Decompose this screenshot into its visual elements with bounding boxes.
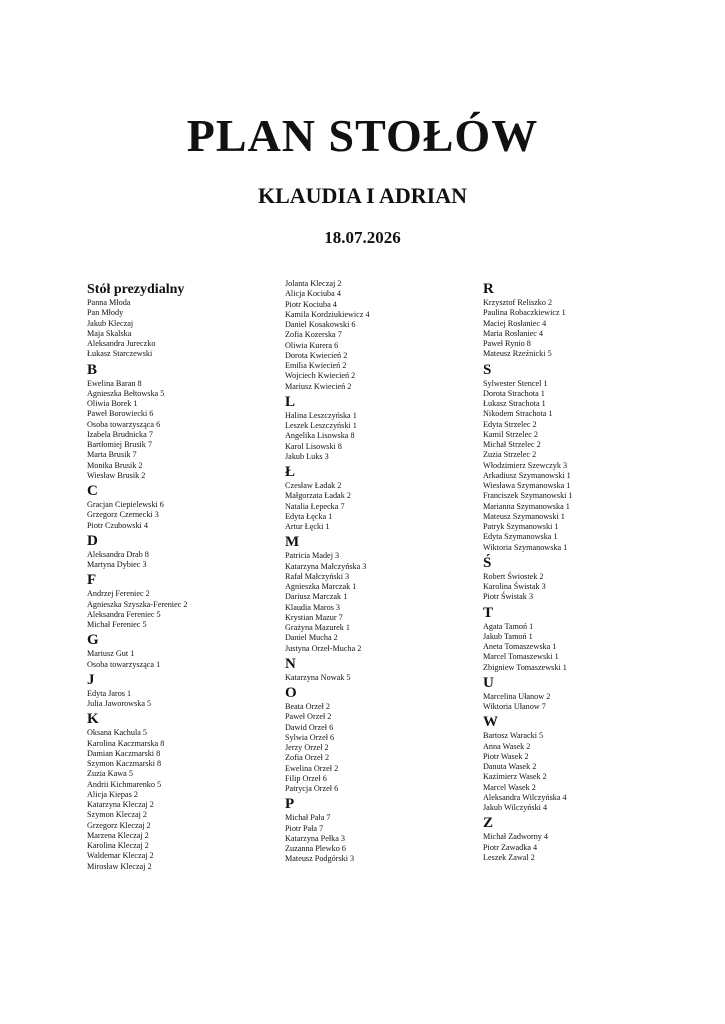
guest-name: Andrzej Fereniec 2	[87, 589, 150, 599]
guest-section	[87, 282, 292, 360]
guest-name: Gracjan Ciepielewski 6	[87, 500, 164, 509]
guest-name: Paulina Robaczkiewicz 1	[483, 308, 566, 318]
guest-name: Piotr Wasek 2	[483, 751, 529, 761]
guest-section	[285, 533, 490, 654]
guest-column-3	[483, 279, 688, 863]
guest-name: Marzena Kleczaj 2	[87, 830, 149, 840]
guest-name: Ewelina Baran 8	[87, 378, 142, 388]
section-heading: J	[87, 671, 95, 688]
guest-name: Dorota Kwiecień 2	[285, 350, 348, 360]
section-heading: T	[483, 604, 494, 621]
guest-name: Jerzy Orzeł 2	[285, 743, 329, 752]
guest-name: Zuzia Kawa 5	[87, 769, 133, 779]
guest-section	[285, 684, 490, 794]
guest-name: Maria Rosłaniec 4	[483, 328, 544, 338]
guest-name: Michał Pała 7	[285, 813, 331, 823]
guest-name: Monika Brusik 2	[87, 460, 143, 470]
guest-name: Aneta Tomaszewska 1	[483, 642, 557, 651]
guest-name: Klaudia Maros 3	[285, 602, 341, 612]
guest-name: Patryk Szymanowski 1	[483, 522, 559, 531]
page-title: PLAN STOŁÓW	[186, 110, 539, 161]
event-date: 18.07.2026	[324, 228, 401, 247]
section-heading: D	[87, 532, 98, 549]
guest-column-2	[285, 279, 490, 865]
guest-name: Wiktoria Ułanow 7	[483, 702, 546, 711]
guest-section	[87, 710, 292, 872]
guest-name: Katarzyna Pełka 3	[285, 833, 346, 843]
guest-name: Bartosz Waracki 5	[483, 731, 544, 741]
guest-name: Danuta Wasek 2	[483, 762, 537, 771]
section-heading: P	[285, 796, 295, 813]
guest-section	[87, 631, 292, 670]
guest-name: Jolanta Kleczaj 2	[285, 279, 342, 288]
guest-name: Artur Łęcki 1	[285, 522, 330, 531]
guest-name: Marianna Szymanowska 1	[483, 501, 570, 511]
guest-name: Wiesława Szymanowska 1	[483, 481, 571, 490]
guest-name: Dariusz Marczak 1	[285, 592, 348, 602]
guest-name: Leszek Leszczyński 1	[285, 421, 357, 430]
guest-name: Mariusz Gut 1	[87, 649, 135, 659]
guest-name: Jakub Wilczyński 4	[483, 803, 548, 812]
guest-name: Krystian Mazur 7	[285, 612, 343, 622]
guest-name: Grzegorz Czernecki 3	[87, 510, 159, 520]
guest-name: Agata Tamoń 1	[483, 621, 534, 631]
guest-section	[483, 674, 688, 713]
guest-name: Filip Orzeł 6	[285, 773, 327, 783]
guest-name: Osoba towarzysząca 6	[87, 419, 161, 429]
couple-names: KLAUDIA I ADRIAN	[257, 183, 468, 208]
section-heading: W	[483, 714, 498, 731]
guest-name: Osoba towarzysząca 1	[87, 659, 161, 669]
guest-name: Michał Strzelec 2	[483, 440, 541, 449]
guest-name: Patricia Madej 3	[285, 551, 340, 561]
guest-name: Piotr Czubowski 4	[87, 520, 148, 530]
guest-name: Czesław Ładak 2	[285, 481, 342, 490]
guest-name: Edyta Szymanowska 1	[483, 532, 558, 542]
guest-name: Paweł Borowiecki 6	[87, 409, 154, 419]
section-heading: K	[87, 711, 99, 728]
guest-name: Edyta Strzelec 2	[483, 419, 537, 429]
guest-name: Alicja Kociuba 4	[285, 289, 341, 299]
guest-name: Jakub Luks 3	[285, 451, 329, 461]
guest-name: Julia Jaworowska 5	[87, 699, 152, 708]
guest-name: Piotr Kociuba 4	[285, 299, 337, 309]
section-heading: U	[483, 674, 494, 691]
guest-section	[483, 554, 688, 603]
section-heading: O	[285, 685, 297, 701]
guest-section	[483, 814, 688, 863]
guest-name: Pan Młody	[87, 308, 124, 318]
guest-name: Edyta Łęcka 1	[285, 511, 333, 521]
guest-name: Ewelina Orzeł 2	[285, 763, 339, 773]
section-heading: G	[87, 632, 99, 649]
guest-name: Zofia Kozerska 7	[285, 330, 342, 340]
guest-section	[285, 463, 490, 532]
guest-name: Grażyna Mazurek 1	[285, 623, 351, 632]
guest-name: Bartłomiej Brusik 7	[87, 440, 153, 449]
guest-name: Małgorzata Ładak 2	[285, 491, 351, 501]
section-heading: B	[87, 361, 98, 378]
guest-name: Szymon Kaczmarski 8	[87, 759, 162, 768]
guest-name: Łukasz Starczewski	[87, 349, 153, 359]
guest-name: Piotr Zawadka 4	[483, 842, 538, 852]
guest-name: Aleksandra Drab 8	[87, 549, 149, 559]
guest-section	[285, 279, 490, 392]
guest-name: Piotr Świstak 3	[483, 592, 534, 602]
guest-name: Maja Skalska	[87, 328, 132, 338]
guest-name: Aleksandra Fereniec 5	[87, 609, 161, 619]
guest-name: Sylwester Stencel 1	[483, 378, 548, 388]
guest-name: Agnieszka Bełtowska 5	[87, 388, 165, 398]
guest-name: Mirosław Kleczaj 2	[87, 861, 152, 871]
guest-name: Katarzyna Małczyńska 3	[285, 561, 367, 571]
guest-name: Dawid Orzeł 6	[285, 722, 334, 732]
guest-name: Edyta Jaros 1	[87, 688, 132, 698]
guest-name: Wiesław Brusik 2	[87, 470, 146, 480]
guest-name: Angelika Lisowska 8	[285, 431, 355, 441]
guest-name: Kazimierz Wasek 2	[483, 772, 547, 782]
section-heading: M	[285, 534, 300, 551]
guest-section	[285, 393, 490, 462]
guest-name: Dorota Strachota 1	[483, 388, 545, 398]
guest-name: Szymon Kleczaj 2	[87, 810, 148, 820]
section-heading: Stół prezydialny	[87, 282, 185, 297]
section-heading: N	[285, 655, 296, 672]
guest-name: Kamil Strzelec 2	[483, 429, 539, 439]
guest-name: Oliwia Kurera 6	[285, 340, 339, 350]
guest-name: Piotr Pała 7	[285, 823, 324, 833]
guest-name: Sylwia Orzeł 6	[285, 732, 335, 742]
guest-name: Karolina Kaczmarska 8	[87, 738, 165, 748]
guest-name: Paweł Orzeł 2	[285, 712, 332, 722]
guest-name: Robert Świostek 2	[483, 571, 544, 581]
guest-name: Agnieszka Marczak 1	[285, 582, 357, 591]
section-heading: F	[87, 572, 97, 589]
guest-name: Marcel Wasek 2	[483, 782, 536, 792]
guest-name: Maciej Rosłaniec 4	[483, 318, 547, 328]
guest-section	[483, 361, 688, 553]
guest-name: Mateusz Szymanowski 1	[483, 511, 565, 521]
section-heading: C	[87, 483, 98, 499]
guest-name: Agnieszka Szyszka-Fereniec 2	[87, 599, 188, 609]
guest-name: Patrycja Orzeł 6	[285, 784, 339, 793]
guest-name: Łukasz Strachota 1	[483, 399, 546, 408]
guest-name: Karolina Świstak 3	[483, 582, 546, 591]
guest-name: Izabela Brudnicka 7	[87, 429, 153, 439]
guest-name: Natalia Łepecka 7	[285, 501, 345, 511]
guest-name: Alicja Kiepas 2	[87, 789, 138, 799]
guest-name: Wiktoria Szymanowska 1	[483, 542, 568, 552]
guest-name: Karolina Kleczaj 2	[87, 841, 149, 850]
guest-name: Rafał Małczyński 3	[285, 571, 350, 581]
guest-name: Kamila Kordziukiewicz 4	[285, 309, 370, 319]
guest-name: Panna Młoda	[87, 298, 131, 307]
guest-name: Paweł Rynio 8	[483, 339, 531, 348]
guest-section	[483, 713, 688, 813]
section-heading: Z	[483, 815, 494, 832]
guest-section	[87, 571, 292, 630]
guest-name: Daniel Mucha 2	[285, 633, 338, 643]
guest-name: Krzysztof Reliszko 2	[483, 298, 553, 307]
guest-name: Zofia Orzeł 2	[285, 753, 330, 763]
guest-name: Katarzyna Kleczaj 2	[87, 800, 154, 809]
guest-name: Waldemar Kleczaj 2	[87, 851, 154, 861]
guest-section	[87, 361, 292, 482]
guest-name: Michał Fereniec 5	[87, 620, 147, 629]
section-heading: L	[285, 393, 296, 410]
guest-section	[483, 280, 688, 360]
guest-name: Beata Orzeł 2	[285, 702, 331, 711]
guest-name: Karol Lisowski 8	[285, 441, 342, 451]
guest-name: Mateusz Podgórski 3	[285, 854, 355, 864]
guest-name: Katarzyna Nowak 5	[285, 672, 351, 682]
guest-name: Aleksandra Jureczko	[87, 339, 156, 348]
guest-name: Marcelina Ułanow 2	[483, 691, 551, 701]
guest-name: Marta Brusik 7	[87, 450, 137, 460]
section-heading: S	[483, 361, 492, 378]
guest-name: Franciszek Szymanowski 1	[483, 491, 573, 501]
guest-section	[285, 795, 490, 864]
guest-name: Włodzimierz Szewczyk 3	[483, 460, 568, 470]
guest-name: Anna Wasek 2	[483, 741, 531, 751]
guest-name: Mariusz Kwiecień 2	[285, 381, 352, 391]
guest-name: Arkadiusz Szymanowski 1	[483, 470, 571, 480]
guest-name: Andrii Kichmarenko 5	[87, 779, 162, 789]
guest-name: Michał Zadworny 4	[483, 832, 549, 842]
guest-name: Zuzia Strzelec 2	[483, 450, 537, 460]
guest-name: Mateusz Rzeźnicki 5	[483, 349, 552, 359]
guest-name: Justyna Orzeł-Mucha 2	[285, 643, 362, 653]
guest-section	[87, 671, 292, 710]
guest-name: Nikodem Strachota 1	[483, 409, 553, 419]
guest-name: Daniel Kosakowski 6	[285, 320, 356, 329]
guest-name: Aleksandra Wilczyńska 4	[483, 792, 567, 802]
guest-name: Halina Leszczyńska 1	[285, 410, 357, 420]
guest-name: Jakub Kleczaj	[87, 318, 134, 328]
guest-name: Leszek Zawal 2	[483, 852, 535, 862]
guest-name: Zuzanna Plewko 6	[285, 844, 346, 853]
section-heading: Ł	[285, 464, 296, 480]
guest-section	[87, 532, 292, 571]
guest-name: Martyna Dybiec 3	[87, 560, 147, 569]
guest-name: Wojciech Kwiecień 2	[285, 371, 356, 381]
section-heading: R	[483, 281, 494, 297]
guest-column-1	[87, 281, 292, 872]
guest-name: Marcel Tomaszewski 1	[483, 652, 559, 662]
guest-name: Zbigniew Tomaszewski 1	[483, 662, 567, 672]
guest-section	[87, 482, 292, 531]
guest-name: Emilia Kwiecień 2	[285, 361, 347, 370]
section-heading: Ś	[483, 554, 492, 571]
guest-section	[483, 604, 688, 673]
guest-name: Oksana Kachula 5	[87, 728, 148, 738]
guest-section	[285, 655, 490, 683]
guest-name: Jakub Tamoń 1	[483, 631, 533, 641]
guest-name: Grzegorz Kleczaj 2	[87, 820, 151, 830]
guest-name: Oliwia Borek 1	[87, 399, 138, 408]
guest-name: Damian Kaczmarski 8	[87, 748, 161, 758]
